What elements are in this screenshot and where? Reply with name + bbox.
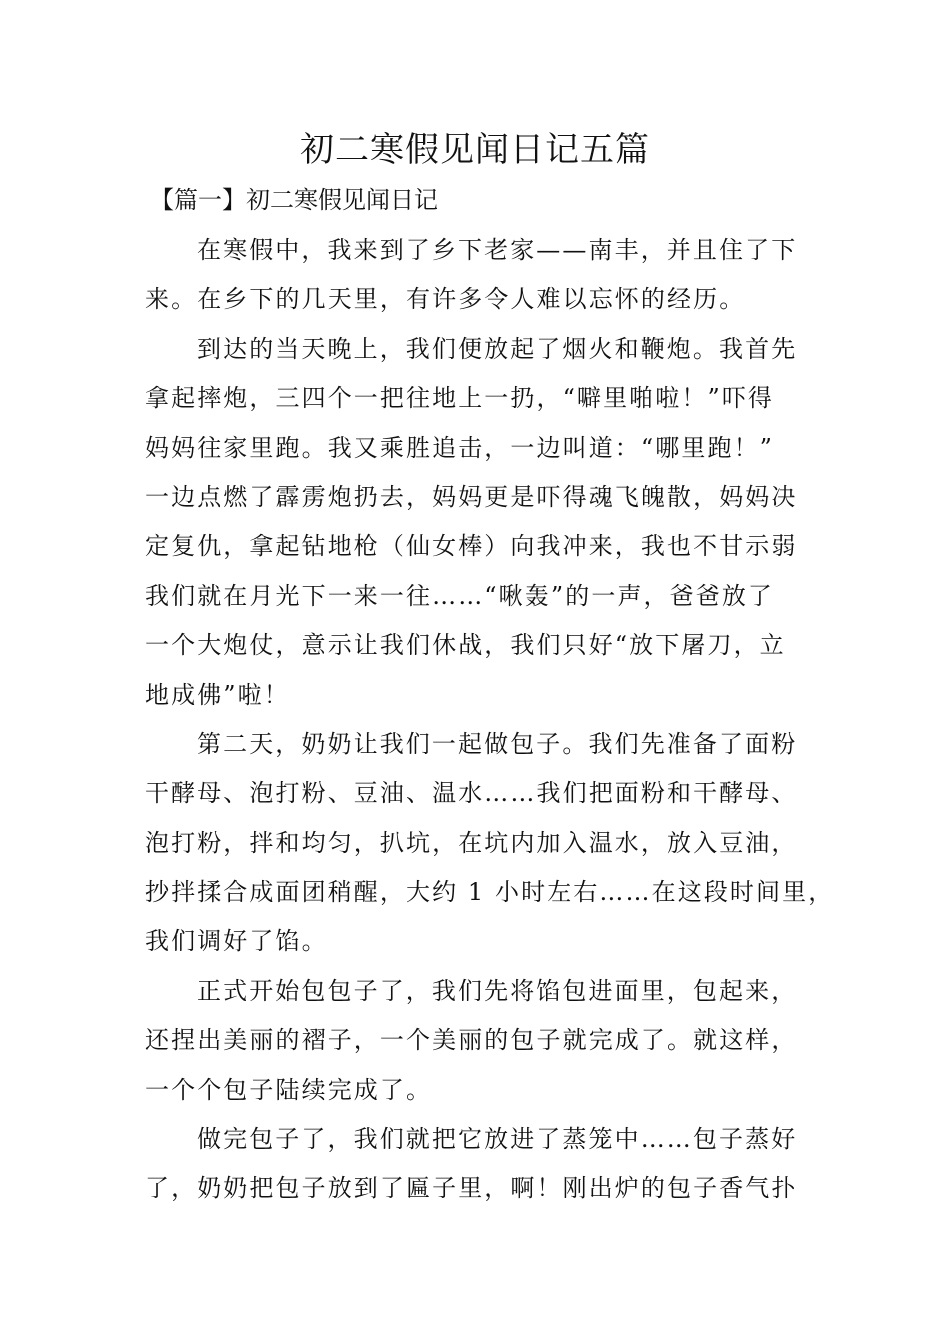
paragraph-line: 做完包子了，我们就把它放进了蒸笼中……包子蒸好 [197, 1125, 798, 1154]
paragraph-line: 一个个包子陆续完成了。 [145, 1075, 433, 1104]
paragraph-line: 定复仇，拿起钻地枪（仙女棒）向我冲来，我也不甘示弱 [145, 532, 798, 561]
paragraph [145, 720, 835, 967]
paragraph [145, 1115, 809, 1214]
paragraph-line: 一个大炮仗，意示让我们休战，我们只好“放下屠刀，立 [145, 631, 786, 660]
paragraph-line: 泡打粉，拌和均匀，扒坑，在坑内加入温水，放入豆油， [145, 828, 798, 857]
paragraph-line: 正式开始包包子了，我们先将馅包进面里，包起来， [197, 976, 798, 1005]
paragraph-line: 还捏出美丽的褶子，一个美丽的包子就完成了。就这样， [145, 1026, 798, 1055]
paragraph-line: 在寒假中，我来到了乡下老家——南丰，并且住了下 [197, 236, 798, 264]
paragraph-line: 我们调好了馅。 [145, 927, 328, 956]
paragraph-line: 到达的当天晚上，我们便放起了烟火和鞭炮。我首先 [197, 334, 798, 363]
paragraph [145, 226, 809, 325]
paragraph [145, 325, 809, 720]
document-title: 初二寒假见闻日记五篇 [300, 130, 650, 170]
paragraph-line: 拿起摔炮，三四个一把往地上一扔，“噼里啪啦！”吓得 [145, 384, 775, 413]
paragraph-line: 地成佛”啦！ [145, 680, 290, 709]
paragraph [145, 967, 809, 1115]
paragraph-line: 妈妈往家里跑。我又乘胜追击，一边叫道：“哪里跑！” [145, 433, 775, 462]
paragraph-line: 我们就在月光下一来一往……“啾轰”的一声，爸爸放了 [145, 581, 775, 610]
section-heading: 【篇一】初二寒假见闻日记 [150, 186, 438, 214]
paragraph-line: 一边点燃了霹雳炮扔去，妈妈更是吓得魂飞魄散，妈妈决 [145, 482, 798, 511]
body-text [145, 226, 835, 1214]
paragraph-line: 干酵母、泡打粉、豆油、温水……我们把面粉和干酵母、 [145, 779, 798, 808]
paragraph-line: 抄拌揉合成面团稍醒，大约 1 小时左右……在这段时间里， [145, 878, 835, 907]
paragraph-line: 第二天，奶奶让我们一起做包子。我们先准备了面粉 [197, 729, 798, 758]
paragraph-line: 了，奶奶把包子放到了匾子里，啊！刚出炉的包子香气扑 [145, 1174, 798, 1203]
paragraph-line: 来。在乡下的几天里，有许多令人难以忘怀的经历。 [145, 285, 746, 314]
